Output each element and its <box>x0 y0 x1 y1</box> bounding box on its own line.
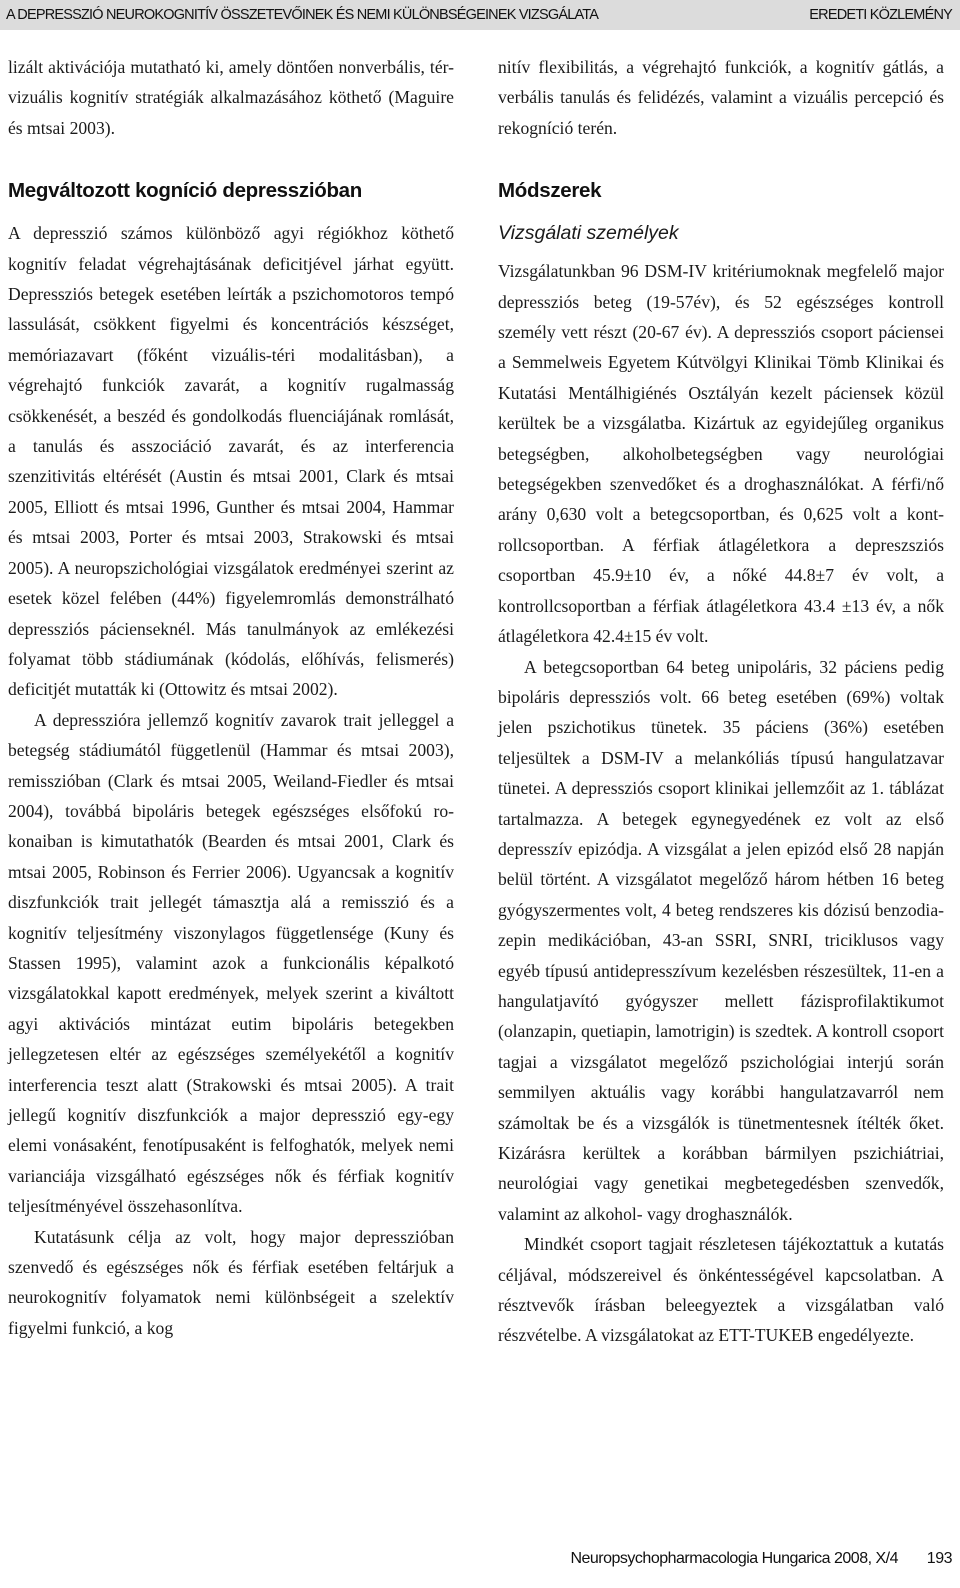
section-heading-altered-cognition: Megváltozott kogníció depresszióban <box>8 179 362 203</box>
body-paragraph: A betegcsoportban 64 beteg unipoláris, 32 páciens pedig bipoláris depressziós volt. 66 beteg esetében (69%) voltak jelen pszichotikus tünetek. 35 páciens (36%) esetében teljesültek a DSM-IV a melankóliás típusú hangulatzavar tünetei. A depressziós csoport klinikai jellemzőit az 1. táblázat tartalmazza. A betegek egynegyedének ez volt az első depresszív epizódja. A vizsgálat a jelen epizód első 28 napján belül történt. A vizsgálatot megelőző három hétben 16 beteg gyógyszermentes volt, 4 beteg rendszeres kis dózisú benzodiazepin medikációban, 43-an SSRI, SNRI, triciklusos vagy egyéb típusú antidepresszívum kezelésben részesültek, 11-en a hangulatjavító gyógyszer mellett fázisprofilaktikumot (olanzapin, quetiapin, lamotrigin) is szedtek. A kontroll csoport tagjai a vizsgálatot megelőző pszichológiai interjú során semmilyen aktuális vagy korábbi hangulatzavarról nem számoltak be és a vizsgálók is tünetmentesnek ítélték őket. Kizárásra kerültek a korábban bármilyen pszichiátriai, neurológiai vagy genetikai megbetegedésben szenvedők, valamint az alkohol- vagy droghasználók. <box>498 656 944 1224</box>
right-intro-paragraph: nitív flexibilitás, a végrehajtó funkciók, a kognitív gátlás, a verbális tanulás és felidézés, valamint a vizuális percepció és rekogníció terén. <box>498 57 944 138</box>
body-paragraph: Kutatásunk célja az volt, hogy major depresszióban szenvedő és egészséges nők és férfiak esetében feltárjuk a neurokognitív folyamatok nemi különbségeit a szelektív figyelmi funkció, a kog <box>8 1226 454 1338</box>
body-paragraph: A depresszióra jellemző kognitív zavarok trait jelleggel a betegség stádiumától függetlenül (Hammar és mtsai 2003), remisszióban (Clark és mtsai 2005, Weiland-Fiedler és mtsai 2004), továbbá bipoláris betegek egészséges elsőfokú rokonaiban is kimutathatók (Bearden és mtsai 2001, Clark és mtsai 2005, Robinson és Ferrier 2006). Ugyancsak a kognitív diszfunkciók trait jellegét támasztja alá a remisszió és a kognitív teljesítmény viszonylagos függetlensége (Kuny és Stassen 1995), valamint azok a funkcionális képalkotó vizsgálatokkal kapott eredmények, melyek szerint a kiváltott agyi aktivációs mintázat eutim bipoláris betegekben jellegzetesen eltér az egészséges személyekétől a kognitív interferencia teszt alatt (Strakowski és mtsai 2005). A trait jellegű kognitív diszfunkciók a major depresszió egy-egy elemi vonásaként, fenotípusaként is felfoghatók, melyek nemi varianciája vizsgálható egészséges nők és férfiak kognitív teljesítményével összehasonlítva. <box>8 709 454 1217</box>
journal-citation: Neuropsychopharmacologia Hungarica 2008, X/4 <box>570 1550 898 1567</box>
running-header-title: A DEPRESSZIÓ NEUROKOGNITÍV ÖSSZETEVŐINEK ÉS NEMI KÜLÖNBSÉGEINEK VIZSGÁLATA <box>6 7 599 23</box>
running-header <box>0 0 960 30</box>
article-type-label: EREDETI KÖZLEMÉNY <box>809 7 952 23</box>
page-number: 193 <box>926 1550 952 1567</box>
section-heading-methods: Módszerek <box>498 179 602 203</box>
right-column <box>498 52 944 1351</box>
subsection-heading-subjects: Vizsgálati személyek <box>498 222 679 245</box>
body-paragraph: Mindkét csoport tagjait részletesen tájékoztattuk a kutatás céljával, módszereivel és önkéntességével kapcsolatban. A résztvevők írásban beleegyeztek a vizsgálatban való részvételbe. A vizsgálatokat az ETT-TUKEB engedélyezte. <box>498 1234 944 1346</box>
left-intro-paragraph: lizált aktivációja mutatható ki, amely döntően nonverbális, tér-vizuális kognitív stratégiák alkalmazásához köthető (Maguire és mtsai 2003). <box>8 57 454 138</box>
left-column <box>8 52 454 1343</box>
body-paragraph: Vizsgálatunkban 96 DSM-IV kritériumoknak megfelelő major depressziós beteg (19-57év), és 52 egészséges kontroll személy vett részt (20-67 év). A depressziós csoport páciensei a Semmelweis Egyetem Kútvölgyi Klinikai Tömb Klinikai és Kutatási Mentálhigiénés Osztályán kezelt páciensek közül kerültek be a vizsgálatba. Kizártuk az egyidejűleg organikus betegségben, alkoholbetegségben vagy neurológiai betegségekben szenvedőket és a droghasználókat. A férfi/nő arány 0,630 volt a betegcsoportban, és 0,625 volt a kontrollcsoportban. A férfiak átlagéletkora a depreszsziós csoportban 45.9±10 év, a nőké 44.8±7 év volt, a kontrollcsoportban a férfiak átlagéletkora 43.4 ±13 év, a nők átlagéletkora 42.4±15 év volt. <box>498 261 944 647</box>
body-paragraph: A depresszió számos különböző agyi régiókhoz köthető kognitív feladat végrehajtásának deficitjével járhat együtt. Depressziós betegek esetében leírták a pszichomotoros tempó lassulását, csökkent figyelmi és koncentrációs készséget, memóriazavart (főként vizuális-téri modalitásban), a végrehajtó funkciók zavarát, a kognitív rugalmasság csökkenését, a beszéd és gondolkodás fluenciájának romlását, a tanulás és asszociáció zavarát, és az interferencia szenzitivitás eltérését (Austin és mtsai 2001, Clark és mtsai 2005, Elliott és mtsai 1996, Gunther és mtsai 2004, Hammar és mtsai 2003, Porter és mtsai 2003, Strakowski és mtsai 2005). A neuropszichológiai vizsgálatok eredményei szerint az esetek közel felében (44%) figyelemromlás demonstrálható depressziós pácienseknél. Más tanulmányok az emlékezési folyamat több stádiumának (kódolás, előhívás, felismerés) deficitjét mutatták ki (Ottowitz és mtsai 2002). <box>8 223 454 700</box>
running-footer <box>0 1544 960 1574</box>
